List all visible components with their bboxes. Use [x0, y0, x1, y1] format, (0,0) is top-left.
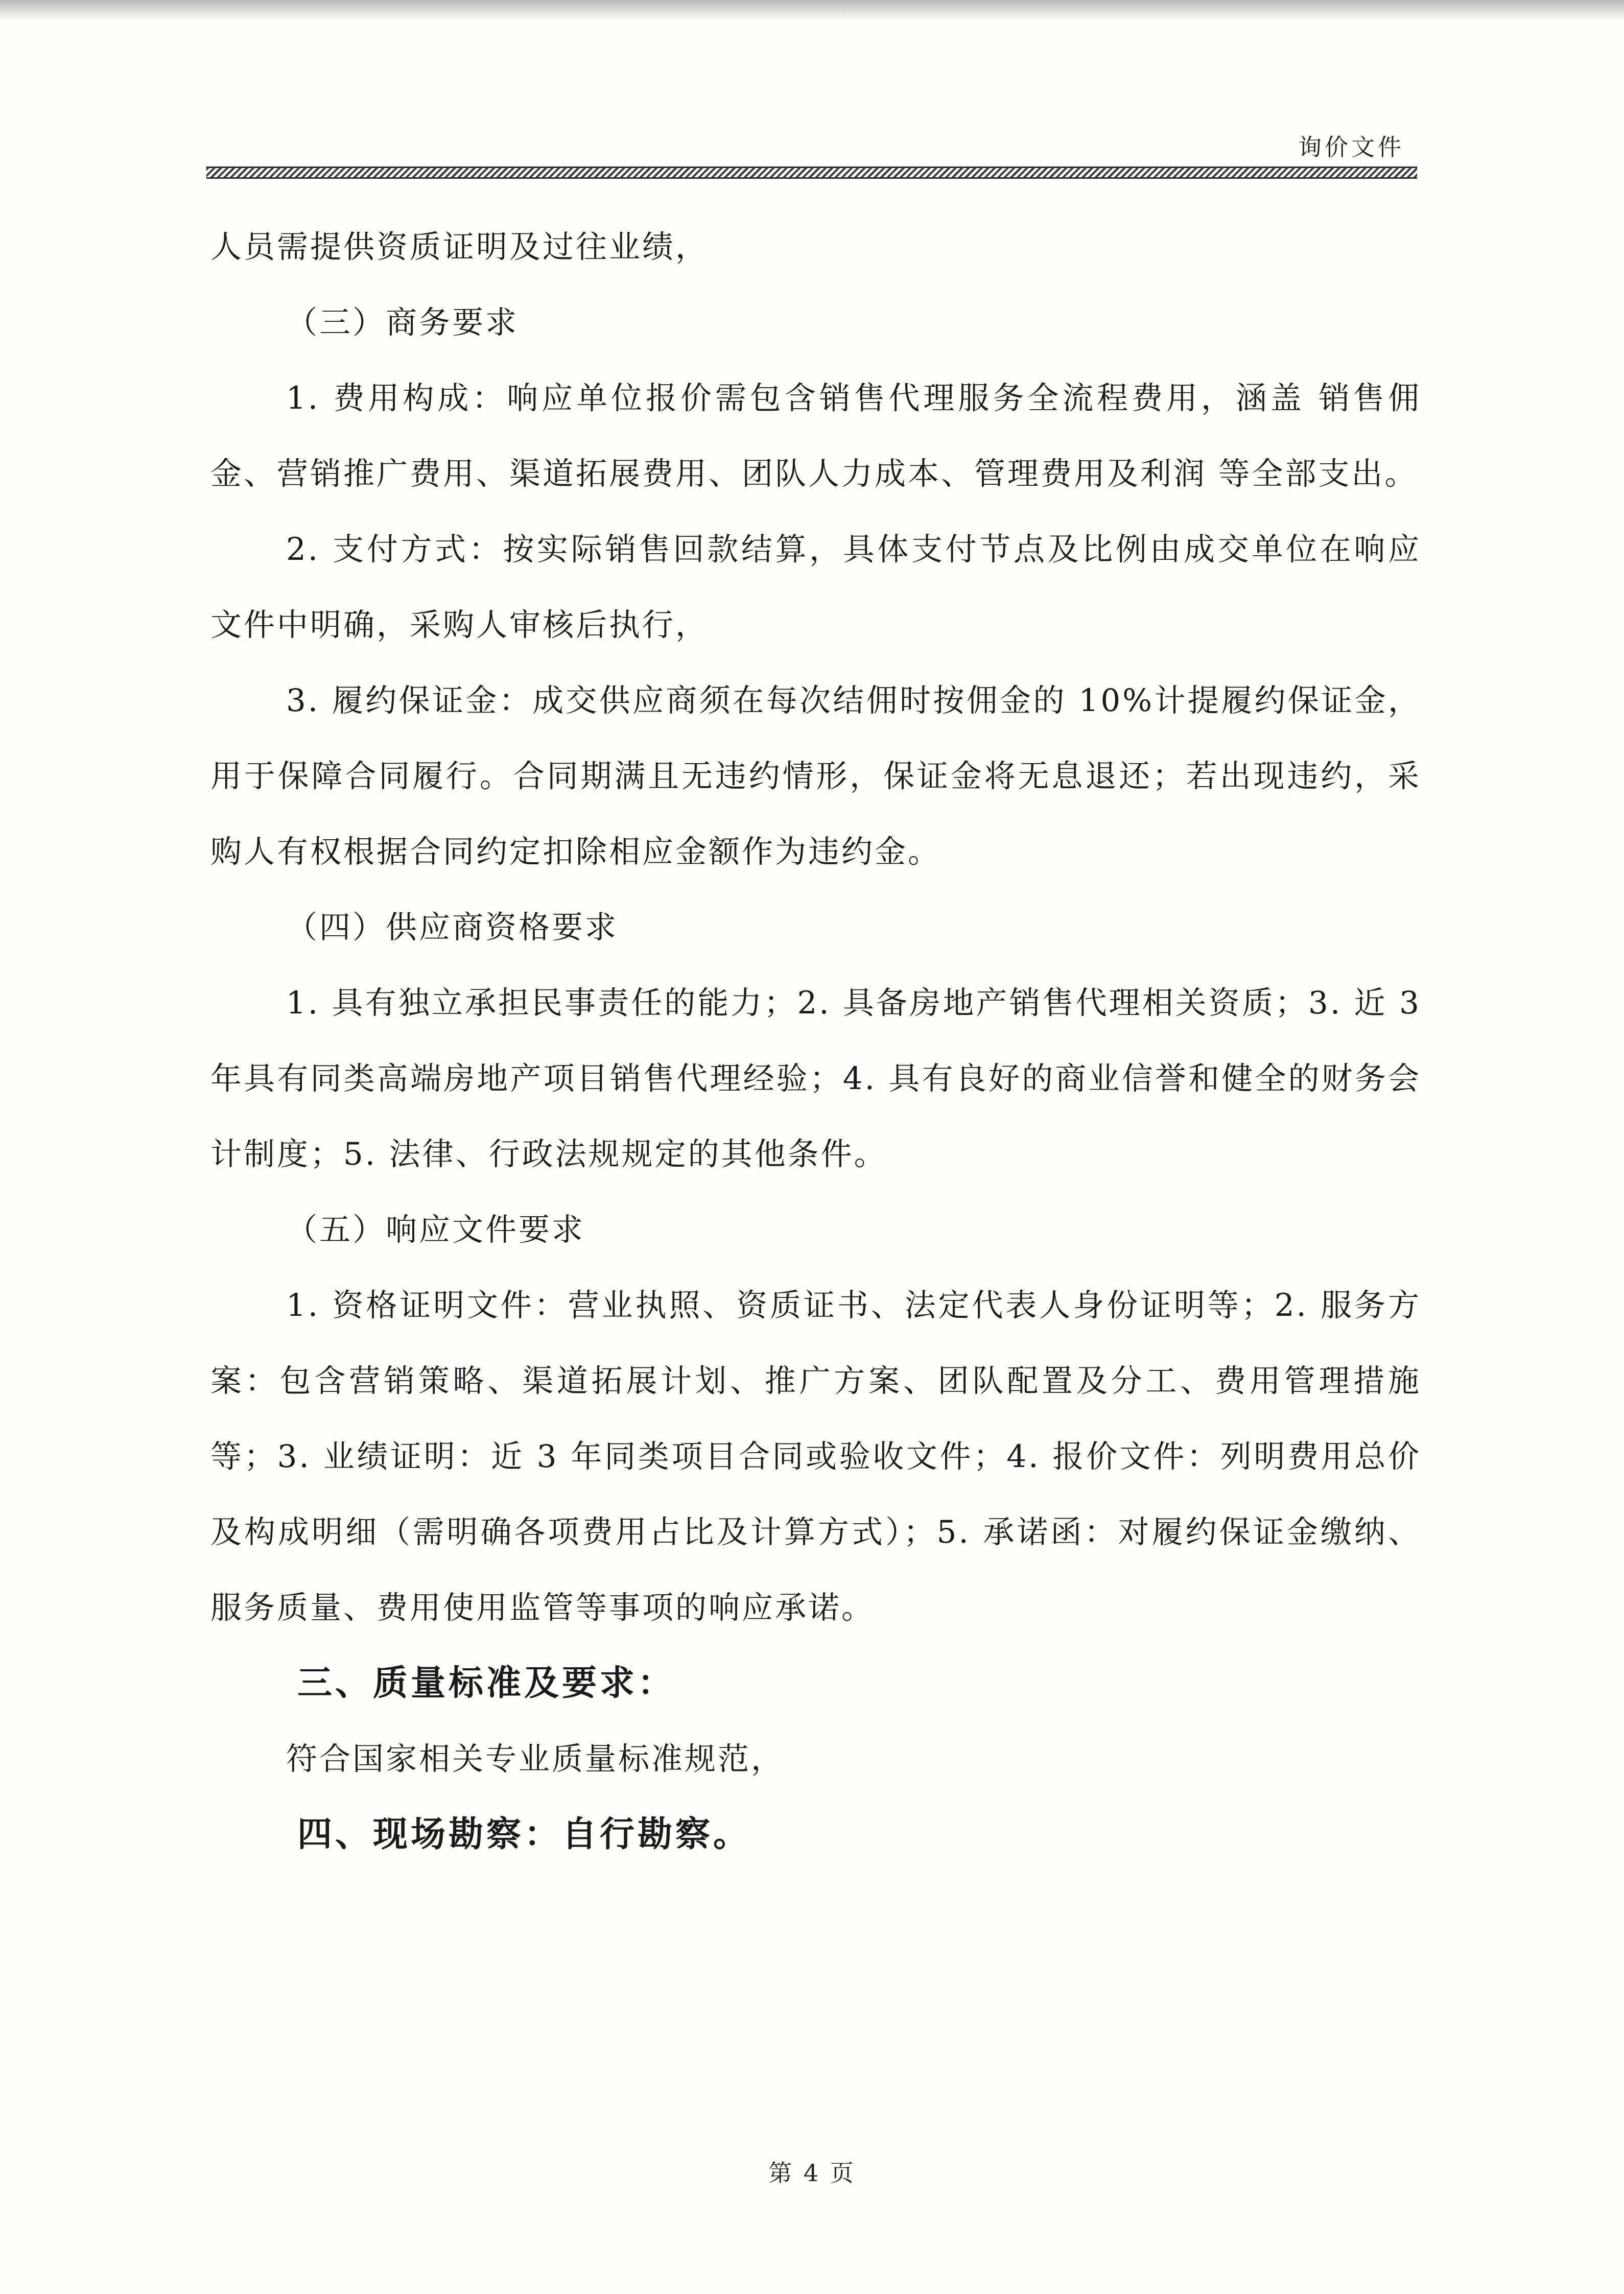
business-item-2: 2. 支付方式：按实际销售回款结算，具体支付节点及比例由成交单位在响应文件中明确，采购人审核后执行， [210, 531, 1421, 643]
document-body [210, 209, 1421, 1873]
page-number: 第 4 页 [768, 2159, 856, 2187]
header-doc-type: 询价文件 [1298, 133, 1404, 161]
response-docs-text: 1. 资格证明文件：营业执照、资质证书、法定代表人身份证明等；2. 服务方案：包含营销策略、渠道拓展计划、推广方案、团队配置及分工、费用管理措施等；3. 业绩证明：近 3 年同类项目合同或验收文件；4. 报价文件：列明费用总价及构成明细（需明确各项费用占比及计算方式）；5. 承诺函：对履约保证金缴纳、服务质量、费用使用监管等事项的响应承诺。 [210, 1287, 1421, 1626]
business-heading: （三）商务要求 [286, 304, 519, 341]
qualification-text: 1. 具有独立承担民事责任的能力；2. 具备房地产销售代理相关资质；3. 近 3 年具有同类高端房地产项目销售代理经验；4. 具有良好的商业信誉和健全的财务会计制度；5. 法律、行政法规规定的其他条件。 [210, 985, 1421, 1172]
qualification-heading: （四）供应商资格要求 [286, 909, 619, 945]
scan-shadow [0, 0, 1624, 20]
business-item-1: 1. 费用构成：响应单位报价需包含销售代理服务全流程费用，涵盖 销售佣金、营销推广费用、渠道拓展费用、团队人力成本、管理费用及利润 等全部支出。 [210, 380, 1421, 492]
quality-heading: 三、质量标准及要求： [297, 1663, 676, 1704]
continuation-line: 人员需提供资质证明及过往业绩， [210, 229, 709, 265]
business-item-3: 3. 履约保证金：成交供应商须在每次结佣时按佣金的 10%计提履约保证金，用于保障合同履行。合同期满且无违约情形，保证金将无息退还；若出现违约，采购人有权根据合同约定扣除相应金额作为违约金。 [210, 682, 1421, 870]
site-visit-heading: 四、现场勘察：自行勘察。 [297, 1814, 751, 1855]
response-docs-heading: （五）响应文件要求 [286, 1212, 585, 1248]
header-rule [206, 167, 1417, 179]
quality-text: 符合国家相关专业质量标准规范， [286, 1741, 785, 1777]
